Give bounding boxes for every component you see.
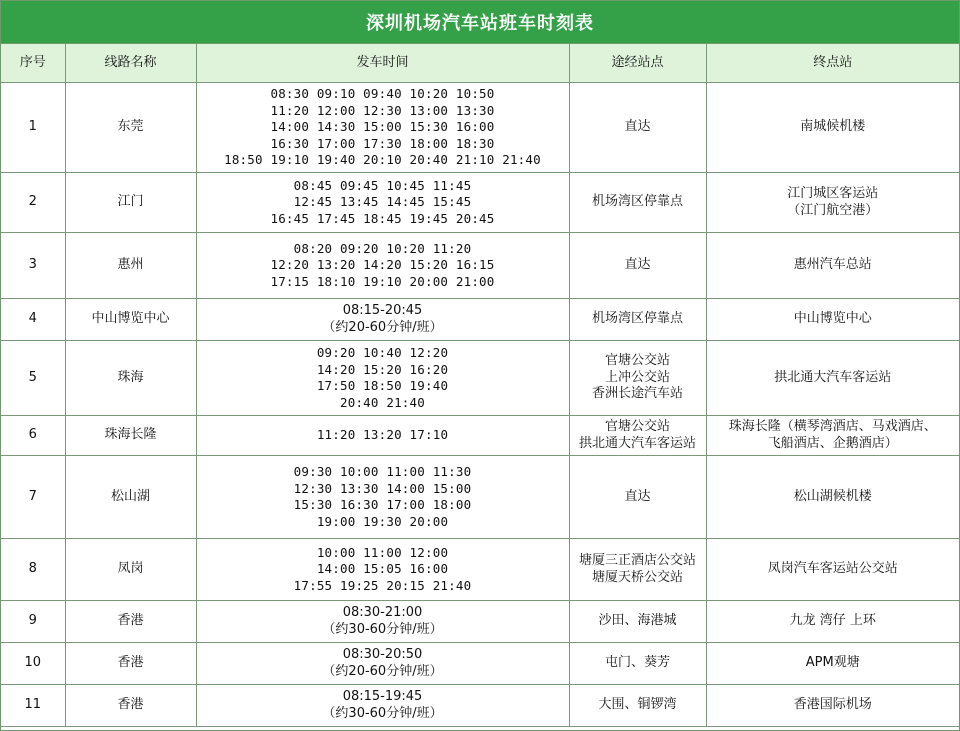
times-line: 08:20 09:20 10:20 11:20	[293, 240, 472, 256]
times-line: 08:15-20:45	[342, 303, 423, 318]
header-no: 序号	[1, 44, 65, 83]
cell-via	[569, 233, 706, 299]
cell-route: 凤岗	[65, 539, 196, 601]
via-line: 机场湾区停靠点	[591, 194, 683, 210]
table-row	[1, 233, 959, 299]
times-line: 12:30 13:30 14:00 15:00	[293, 480, 472, 496]
times-line: （约20-60分钟/班）	[322, 319, 443, 335]
cell-times	[196, 173, 569, 233]
cell-times	[196, 299, 569, 341]
cell-via	[569, 341, 706, 416]
via-line: 塘厦三正酒店公交站	[578, 553, 696, 568]
table-row	[1, 539, 959, 601]
times-line: 12:45 13:45 14:45 15:45	[293, 194, 472, 210]
times-line: 08:30 09:10 09:40 10:20 10:50	[270, 86, 495, 102]
cell-via	[569, 643, 706, 685]
times-line: 14:20 15:20 16:20	[316, 361, 449, 377]
dest-line: （江门航空港）	[787, 202, 879, 218]
cell-no: 10	[1, 643, 65, 685]
dest-line: 中山博览中心	[793, 311, 872, 327]
cell-times	[196, 416, 569, 456]
table-row	[1, 299, 959, 341]
table-row	[1, 173, 959, 233]
cell-via	[569, 456, 706, 539]
via-line: 直达	[624, 119, 651, 135]
cell-dest	[706, 341, 959, 416]
cell-no: 3	[1, 233, 65, 299]
times-line: 08:15-19:45	[342, 689, 423, 704]
cell-times	[196, 601, 569, 643]
times-line: （约20-60分钟/班）	[322, 663, 443, 679]
times-line: 08:30-21:00	[342, 605, 423, 620]
cell-times	[196, 341, 569, 416]
cell-dest	[706, 233, 959, 299]
cell-times	[196, 456, 569, 539]
cell-dest	[706, 173, 959, 233]
cell-times	[196, 685, 569, 727]
times-line: 12:20 13:20 14:20 15:20 16:15	[270, 257, 495, 273]
cell-no: 8	[1, 539, 65, 601]
via-line: 拱北通大汽车客运站	[578, 435, 696, 451]
cell-no: 1	[1, 83, 65, 173]
via-line: 上冲公交站	[604, 369, 670, 385]
cell-route: 香港	[65, 643, 196, 685]
cell-dest	[706, 416, 959, 456]
table-row	[1, 416, 959, 456]
header-dest: 终点站	[706, 44, 959, 83]
dest-line: 香港国际机场	[793, 697, 872, 713]
header-times: 发车时间	[196, 44, 569, 83]
cell-times	[196, 233, 569, 299]
cell-no: 11	[1, 685, 65, 727]
times-line: 14:00 15:05 16:00	[316, 561, 449, 577]
cell-times	[196, 539, 569, 601]
via-line: 官塘公交站	[604, 353, 670, 369]
via-line: 直达	[624, 488, 651, 504]
times-line: 18:50 19:10 19:40 20:10 20:40 21:10 21:40	[224, 152, 541, 168]
cell-route: 江门	[65, 173, 196, 233]
dest-line: 松山湖候机楼	[793, 488, 872, 504]
cell-no: 9	[1, 601, 65, 643]
via-line: 沙田、海港城	[598, 613, 677, 629]
cell-no: 6	[1, 416, 65, 456]
cell-dest	[706, 643, 959, 685]
via-line: 大围、铜锣湾	[598, 697, 677, 713]
cell-no: 2	[1, 173, 65, 233]
times-line: 17:50 18:50 19:40	[316, 378, 449, 393]
cell-route: 惠州	[65, 233, 196, 299]
dest-line: 九龙 湾仔 上环	[789, 613, 876, 629]
times-line: 11:20 13:20 17:10	[316, 427, 449, 443]
cell-times	[196, 83, 569, 173]
cell-route: 珠海长隆	[65, 416, 196, 456]
times-line: （约30-60分钟/班）	[322, 621, 443, 637]
cell-no: 5	[1, 341, 65, 416]
cell-via	[569, 299, 706, 341]
dest-line: 珠海长隆（横琴湾酒店、马戏酒店、	[728, 419, 937, 434]
cell-dest	[706, 601, 959, 643]
dest-line: 凤岗汽车客运站公交站	[767, 561, 898, 577]
cell-route: 中山博览中心	[65, 299, 196, 341]
cell-times	[196, 643, 569, 685]
via-line: 屯门、葵芳	[604, 655, 670, 671]
header-via: 途经站点	[569, 44, 706, 83]
via-line: 直达	[624, 257, 651, 273]
cell-via	[569, 601, 706, 643]
times-line: 20:40 21:40	[340, 394, 425, 410]
times-line: 10:00 11:00 12:00	[316, 544, 449, 560]
table-row	[1, 685, 959, 727]
table-row	[1, 601, 959, 643]
cell-via	[569, 539, 706, 601]
via-line: 官塘公交站	[604, 419, 670, 434]
page-title: 深圳机场汽车站班车时刻表	[1, 1, 959, 44]
header-route: 线路名称	[65, 44, 196, 83]
dest-line: 飞船酒店、企鹅酒店）	[767, 435, 898, 451]
table-row	[1, 341, 959, 416]
cell-route: 东莞	[65, 83, 196, 173]
via-line: 机场湾区停靠点	[591, 311, 683, 327]
times-line: 17:55 19:25 20:15 21:40	[293, 577, 472, 593]
cell-route: 松山湖	[65, 456, 196, 539]
cell-via	[569, 173, 706, 233]
table-row	[1, 643, 959, 685]
cell-via	[569, 416, 706, 456]
times-line: 08:45 09:45 10:45 11:45	[293, 177, 472, 193]
times-line: 11:20 12:00 12:30 13:00 13:30	[270, 102, 495, 118]
cell-no: 7	[1, 456, 65, 539]
times-line: 16:45 17:45 18:45 19:45 20:45	[270, 210, 495, 226]
via-line: 塘厦天桥公交站	[591, 569, 683, 585]
times-line: 19:00 19:30 20:00	[316, 513, 449, 529]
times-line: 16:30 17:00 17:30 18:00 18:30	[270, 135, 495, 151]
cell-via	[569, 83, 706, 173]
cell-dest	[706, 539, 959, 601]
table-row	[1, 83, 959, 173]
cell-dest	[706, 685, 959, 727]
cell-route: 珠海	[65, 341, 196, 416]
table-row	[1, 456, 959, 539]
dest-line: 惠州汽车总站	[793, 257, 872, 273]
cell-no: 4	[1, 299, 65, 341]
dest-line: 江门城区客运站	[787, 186, 879, 201]
cell-dest	[706, 299, 959, 341]
header-row	[1, 44, 959, 83]
dest-line: APM观塘	[805, 655, 860, 671]
times-line: 14:00 14:30 15:00 15:30 16:00	[270, 119, 495, 135]
times-line: 15:30 16:30 17:00 18:00	[293, 497, 472, 512]
cell-via	[569, 685, 706, 727]
dest-line: 南城候机楼	[800, 119, 866, 135]
cell-route: 香港	[65, 601, 196, 643]
times-line: （约30-60分钟/班）	[322, 705, 443, 721]
cell-dest	[706, 456, 959, 539]
dest-line: 拱北通大汽车客运站	[774, 369, 892, 385]
timetable-body	[1, 83, 959, 727]
via-line: 香洲长途汽车站	[591, 386, 683, 402]
times-line: 09:30 10:00 11:00 11:30	[293, 464, 472, 479]
cell-route: 香港	[65, 685, 196, 727]
times-line: 17:15 18:10 19:10 20:00 21:00	[270, 273, 495, 289]
cell-dest	[706, 83, 959, 173]
times-line: 09:20 10:40 12:20	[316, 345, 449, 360]
timetable	[1, 44, 959, 727]
times-line: 08:30-20:50	[342, 647, 423, 662]
